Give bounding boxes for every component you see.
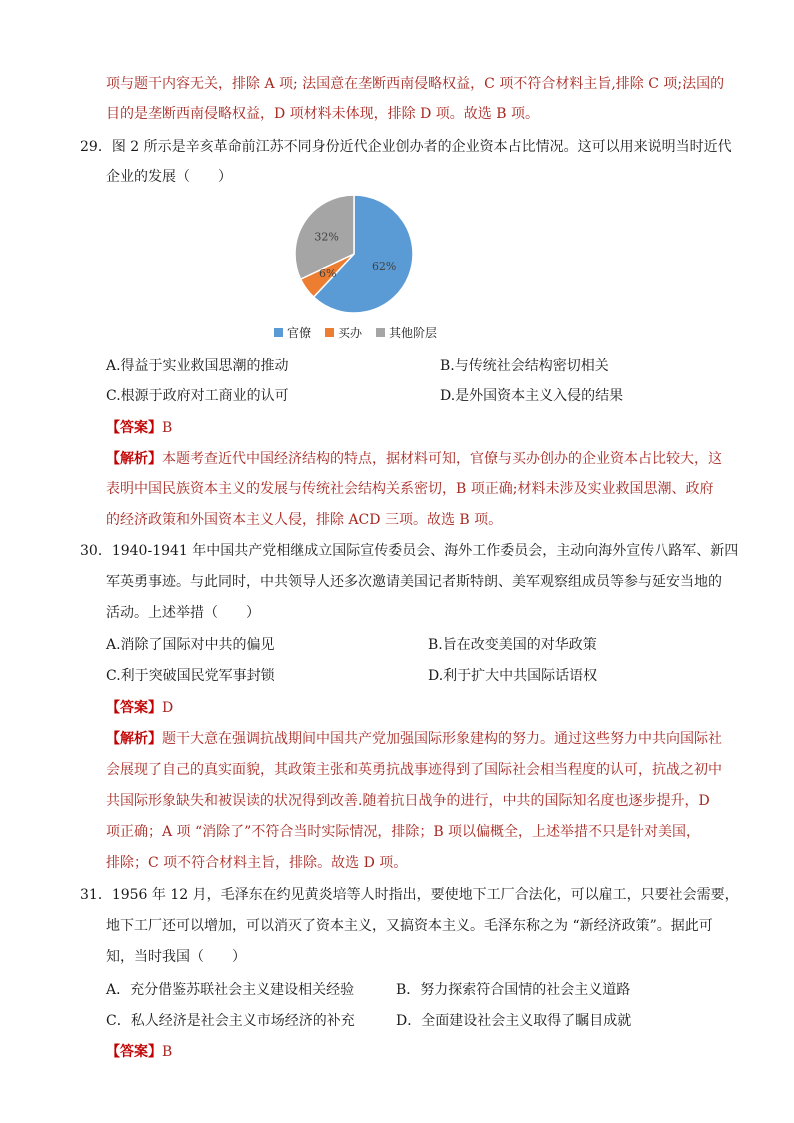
analysis-line: 会展现了自己的真实面貌，其政策主张和英勇抗战事迹得到了国际社会相当程度的认可，抗战之初中: [106, 762, 722, 778]
question-text: 活动。上述举措（ ）: [106, 605, 260, 621]
legend-label: 其他阶层: [389, 326, 438, 340]
question-text: 地下工厂还可以增加，可以消灭了资本主义，又搞资本主义。毛泽东称之为 “新经济政策”。据此可: [106, 918, 713, 934]
analysis-tag: 【解析】: [106, 731, 162, 747]
analysis-line: 排除；C 项不符合材料主旨，排除。故选 D 项。: [106, 855, 408, 871]
option-b: B.旨在改变美国的对华政策: [428, 637, 597, 653]
legend-label: 官僚: [287, 326, 312, 340]
question-text: 知，当时我国（ ）: [106, 949, 246, 965]
option-d: D.利于扩大中共国际话语权: [428, 668, 598, 684]
question-number: 31．: [80, 887, 112, 903]
answer-tag: 【答案】: [106, 700, 162, 716]
option-c: C.利于突破国民党军事封锁: [106, 668, 275, 684]
question-number: 29．: [80, 139, 112, 155]
question-30-stem: [80, 541, 738, 561]
analysis-line: 目的是垄断西南侵略权益，D 项材料未体现，排除 D 项。故选 B 项。: [106, 106, 539, 122]
analysis-line: 项正确；A 项 “消除了”不符合当时实际情况，排除；B 项以偏概全，上述举措不只是针对美国，: [106, 824, 701, 840]
pie-data-label: 62%: [371, 259, 397, 273]
legend-swatch: [274, 328, 283, 337]
analysis-line: 表明中国民族资本主义的发展与传统社会结构关系密切，B 项正确;材料未涉及实业救国思潮、政府: [106, 481, 714, 497]
analysis-line: 共国际形象缺失和被误读的状况得到改善.随着抗日战争的进行，中共的国际知名度也逐步提升，D: [106, 793, 710, 809]
option-b: B．努力探索符合国情的社会主义道路: [396, 982, 631, 998]
analysis-tag: 【解析】: [106, 451, 162, 467]
option-a: A.得益于实业救国思潮的推动: [106, 358, 289, 374]
option-d: D.是外国资本主义入侵的结果: [440, 388, 624, 404]
legend-label: 买办: [338, 326, 363, 340]
answer-line: [106, 1042, 172, 1062]
answer-line: [106, 418, 172, 438]
analysis-line: 【解析】题干大意在强调抗战期间中国共产党加强国际形象建构的努力。通过这些努力中共向国际社: [106, 731, 722, 747]
option-a: A.消除了国际对中共的偏见: [106, 637, 275, 653]
question-text: 1940-1941 年中国共产党相继成立国际宣传委员会、海外工作委员会，主动向海外宣传八路军、新四: [111, 543, 739, 559]
question-text: 企业的发展（ ）: [106, 169, 232, 185]
pie-data-label: 6%: [319, 267, 337, 281]
pie-data-label: 32%: [314, 230, 339, 244]
legend-swatch: [325, 328, 334, 337]
option-a: A．充分借鉴苏联社会主义建设相关经验: [106, 982, 355, 998]
option-c: C．私人经济是社会主义市场经济的补充: [106, 1013, 355, 1029]
analysis-line: 的经济政策和外国资本主义人侵，排除 ACD 三项。故选 B 项。: [106, 512, 503, 528]
answer-value: D: [162, 700, 174, 716]
legend-swatch: [376, 328, 385, 337]
analysis-line: 项与题干内容无关，排除 A 项; 法国意在垄断西南侵略权益，C 项不符合材料主旨,排除 C 项;法国的: [106, 76, 725, 92]
question-number: 30．: [80, 543, 112, 559]
legend-item: [376, 324, 437, 341]
answer-line: [106, 698, 173, 718]
answer-tag: 【答案】: [106, 1044, 162, 1060]
chart-legend: [274, 324, 437, 341]
legend-item: [325, 324, 362, 341]
legend-item: [274, 324, 311, 341]
option-d: D．全面建设社会主义取得了瞩目成就: [396, 1013, 632, 1029]
question-text: 图 2 所示是辛亥革命前江苏不同身份近代企业创办者的企业资本占比情况。这可以用来说明当时近代: [111, 139, 732, 155]
analysis-line: 【解析】本题考查近代中国经济结构的特点，据材料可知，官僚与买办创办的企业资本占比较大，这: [106, 451, 722, 467]
option-c: C.根源于政府对工商业的认可: [106, 388, 289, 404]
answer-value: B: [162, 1044, 173, 1060]
answer-tag: 【答案】: [106, 420, 162, 436]
question-text: 军英勇事迹。与此同时，中共领导人还多次邀请美国记者斯特朗、美军观察组成员等参与延安当地的: [106, 574, 722, 590]
pie-slices: [295, 195, 413, 313]
answer-value: B: [162, 420, 173, 436]
question-31-stem: [80, 885, 739, 905]
question-29-stem: [80, 137, 732, 157]
question-text: 1956 年 12 月，毛泽东在约见黄炎培等人时指出，要使地下工厂合法化，可以雇工，只要社会需要，: [111, 887, 739, 903]
option-b: B.与传统社会结构密切相关: [440, 358, 609, 374]
